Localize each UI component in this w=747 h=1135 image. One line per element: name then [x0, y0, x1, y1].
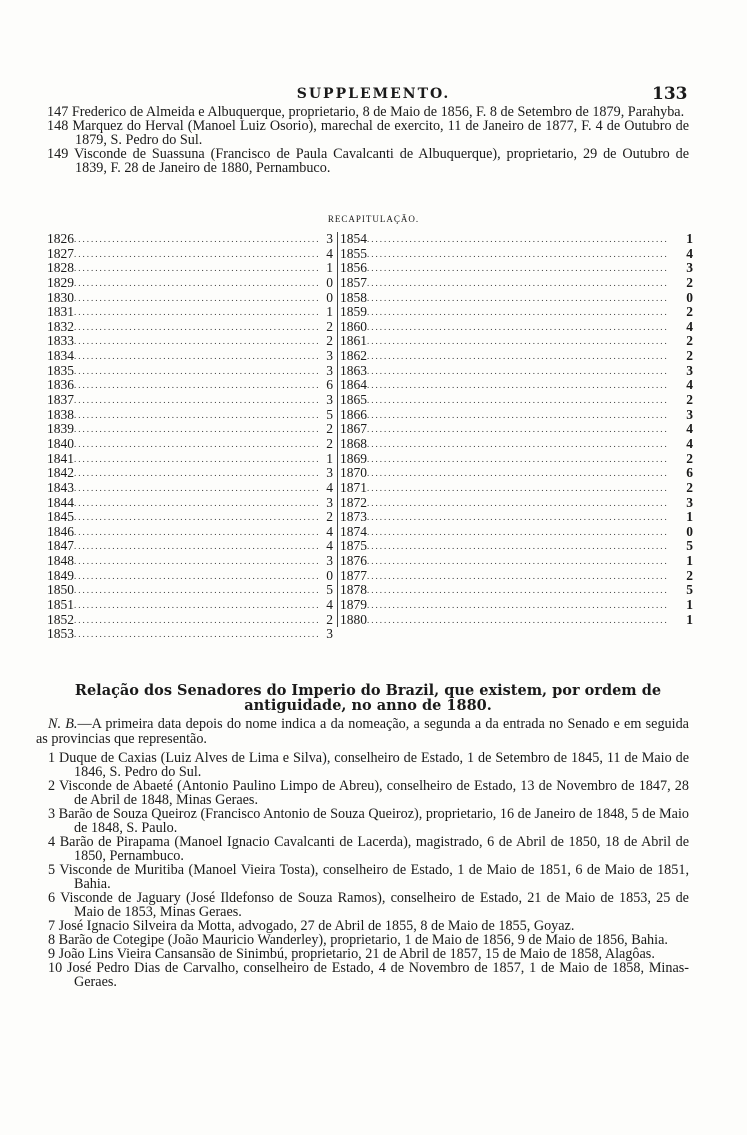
table-row: [47, 613, 333, 628]
year-cell: 1841: [47, 450, 74, 466]
count-cell: 3: [326, 553, 333, 569]
table-row: [340, 539, 693, 554]
entry-text: Visconde de Suassuna (Francisco de Paula Cavalcanti de Albuquerque), proprietario, 29 de Outubro de 1839, F. 28 de Janeiro de 1880, Pernambuco.: [73, 146, 689, 176]
dot-leader: [74, 408, 321, 423]
count-cell: 2: [326, 611, 333, 627]
entry-text: Visconde de Jaguary (José Ildefonso de Souza Ramos), conselheiro de Estado, 21 de Maio de 1853, 25 de Maio de 1853, Minas Geraes.: [60, 890, 689, 920]
year-cell: 1875: [340, 538, 367, 554]
count-cell: 2: [686, 450, 693, 466]
count-cell: 1: [686, 509, 693, 525]
count-cell: 3: [326, 626, 333, 642]
count-cell: 4: [686, 435, 693, 451]
count-cell: 0: [326, 289, 333, 305]
count-cell: 0: [686, 523, 693, 539]
count-cell: 5: [326, 406, 333, 422]
entry-text: João Lins Vieira Cansansão de Sinimbú, proprietario, 21 de Abril de 1857, 15 de Maio de 1858, Alagôas.: [58, 946, 655, 962]
year-cell: 1843: [47, 479, 74, 495]
recap-left-column: [47, 232, 333, 642]
table-row: [47, 247, 333, 262]
entry-text: Barão de Cotegipe (João Mauricio Wanderley), proprietario, 1 de Maio de 1856, 9 de Maio de 1856, Bahia.: [58, 932, 668, 948]
top-entries: [47, 105, 689, 175]
entry-text: Visconde de Abaeté (Antonio Paulino Limpo de Abreu), conselheiro de Estado, 13 de Novembro de 1847, 28 de Abril de 1848, Minas Geraes.: [59, 778, 689, 808]
table-row: [47, 525, 333, 540]
year-cell: 1862: [340, 348, 367, 364]
senator-list: [48, 751, 689, 989]
table-row: [340, 452, 693, 467]
count-cell: 1: [686, 597, 693, 613]
page-number: 133: [652, 84, 688, 104]
dot-leader: [367, 320, 669, 335]
year-cell: 1854: [340, 231, 367, 246]
dot-leader: [74, 422, 321, 437]
table-row: [47, 393, 333, 408]
note-label: N. B.: [48, 716, 78, 732]
year-cell: 1844: [47, 494, 74, 510]
count-cell: 3: [686, 494, 693, 510]
dot-leader: [74, 232, 321, 247]
count-cell: 4: [686, 377, 693, 393]
table-row: [47, 408, 333, 423]
dot-leader: [367, 232, 669, 247]
year-cell: 1842: [47, 465, 74, 481]
list-item: [48, 807, 689, 835]
year-cell: 1833: [47, 333, 74, 349]
count-cell: 2: [686, 274, 693, 290]
entry-text: Frederico de Almeida e Albuquerque, proprietario, 8 de Maio de 1856, F. 8 de Setembro de 1879, Parahyba.: [71, 104, 685, 120]
table-row: [47, 320, 333, 335]
table-row: [47, 291, 333, 306]
dot-leader: [367, 422, 669, 437]
year-cell: 1873: [340, 509, 367, 525]
entry-text: Barão de Pirapama (Manoel Ignacio Cavalcanti de Lacerda), magistrado, 6 de Abril de 1850, 18 de Abril de 1850, Pernambuco.: [59, 834, 689, 864]
table-row: [340, 232, 693, 247]
list-item: [48, 835, 689, 863]
dot-leader: [367, 334, 669, 349]
count-cell: 2: [686, 348, 693, 364]
dot-leader: [74, 613, 321, 628]
dot-leader: [74, 291, 321, 306]
dot-leader: [74, 496, 321, 511]
entry-text: Duque de Caxias (Luiz Alves de Lima e Silva), conselheiro de Estado, 1 de Setembro de 1845, 11 de Maio de 1846, S. Pedro do Sul.: [59, 750, 689, 780]
table-row: [47, 466, 333, 481]
table-row: [47, 378, 333, 393]
count-cell: 2: [326, 435, 333, 451]
count-cell: 1: [686, 611, 693, 627]
table-row: [340, 466, 693, 481]
dot-leader: [74, 437, 321, 452]
year-cell: 1858: [340, 289, 367, 305]
year-cell: 1846: [47, 523, 74, 539]
count-cell: 2: [326, 333, 333, 349]
table-row: [340, 510, 693, 525]
year-cell: 1870: [340, 465, 367, 481]
dot-leader: [367, 583, 669, 598]
table-row: [47, 510, 333, 525]
count-cell: 4: [686, 245, 693, 261]
count-cell: 0: [326, 274, 333, 290]
count-cell: 3: [686, 406, 693, 422]
count-cell: 3: [326, 348, 333, 364]
table-row: [47, 437, 333, 452]
dot-leader: [74, 525, 321, 540]
dot-leader: [74, 349, 321, 364]
dot-leader: [367, 408, 669, 423]
table-row: [47, 481, 333, 496]
dot-leader: [367, 349, 669, 364]
year-cell: 1866: [340, 406, 367, 422]
table-row: [340, 364, 693, 379]
table-row: [47, 452, 333, 467]
table-row: [340, 598, 693, 613]
dot-leader: [74, 305, 321, 320]
year-cell: 1840: [47, 435, 74, 451]
recap-right-column: [337, 232, 693, 627]
entry-number: 6: [48, 890, 56, 906]
dot-leader: [367, 364, 669, 379]
dot-leader: [74, 598, 321, 613]
year-cell: 1876: [340, 553, 367, 569]
count-cell: 4: [326, 523, 333, 539]
table-row: [47, 305, 333, 320]
count-cell: 2: [686, 392, 693, 408]
table-row: [47, 261, 333, 276]
table-row: [340, 378, 693, 393]
dot-leader: [367, 569, 669, 584]
table-row: [340, 525, 693, 540]
year-cell: 1831: [47, 304, 74, 320]
list-item: [48, 933, 689, 947]
count-cell: 2: [686, 567, 693, 583]
dot-leader: [367, 305, 669, 320]
table-row: [47, 539, 333, 554]
dot-leader: [74, 554, 321, 569]
count-cell: 3: [326, 465, 333, 481]
dot-leader: [74, 481, 321, 496]
entry-number: 148: [47, 118, 69, 134]
dot-leader: [367, 393, 669, 408]
entry-text: José Pedro Dias de Carvalho, conselheiro de Estado, 4 de Novembro de 1857, 1 de Maio de 1858, Minas-Geraes.: [66, 960, 690, 990]
year-cell: 1871: [340, 479, 367, 495]
table-row: [340, 437, 693, 452]
dot-leader: [74, 569, 321, 584]
count-cell: 2: [326, 509, 333, 525]
year-cell: 1835: [47, 362, 74, 378]
count-cell: 6: [686, 465, 693, 481]
table-row: [340, 291, 693, 306]
dot-leader: [367, 378, 669, 393]
count-cell: 1: [326, 450, 333, 466]
table-row: [340, 496, 693, 511]
dot-leader: [367, 452, 669, 467]
table-row: [47, 334, 333, 349]
list-item: [48, 863, 689, 891]
count-cell: 4: [326, 245, 333, 261]
entry-number: 1: [48, 750, 56, 766]
year-cell: 1838: [47, 406, 74, 422]
note: [36, 717, 689, 746]
year-cell: 1853: [47, 626, 74, 642]
dot-leader: [367, 613, 669, 628]
year-cell: 1861: [340, 333, 367, 349]
table-row: [340, 320, 693, 335]
year-cell: 1834: [47, 348, 74, 364]
list-item: [47, 105, 689, 119]
entry-number: 2: [48, 778, 56, 794]
table-row: [340, 408, 693, 423]
year-cell: 1851: [47, 597, 74, 613]
table-row: [47, 598, 333, 613]
dot-leader: [74, 261, 321, 276]
year-cell: 1874: [340, 523, 367, 539]
table-row: [340, 247, 693, 262]
dot-leader: [74, 378, 321, 393]
dot-leader: [367, 466, 669, 481]
entry-number: 9: [48, 946, 56, 962]
entry-text: Barão de Souza Queiroz (Francisco Antonio de Souza Queiroz), proprietario, 16 de Janeiro de 1848, 5 de Maio de 1848, S. Paulo.: [58, 806, 690, 836]
dot-leader: [74, 466, 321, 481]
entry-number: 149: [47, 146, 69, 162]
count-cell: 2: [326, 318, 333, 334]
count-cell: 5: [686, 582, 693, 598]
dot-leader: [74, 539, 321, 554]
entry-number: 4: [48, 834, 56, 850]
list-item: [48, 961, 689, 989]
count-cell: 6: [326, 377, 333, 393]
dot-leader: [74, 393, 321, 408]
year-cell: 1879: [340, 597, 367, 613]
entry-text: José Ignacio Silveira da Motta, advogado, 27 de Abril de 1855, 8 de Maio de 1855, Goyaz.: [58, 918, 575, 934]
table-row: [340, 305, 693, 320]
year-cell: 1837: [47, 392, 74, 408]
dot-leader: [74, 583, 321, 598]
list-item: [48, 751, 689, 779]
table-row: [340, 481, 693, 496]
table-row: [340, 422, 693, 437]
table-row: [47, 276, 333, 291]
count-cell: 0: [326, 567, 333, 583]
count-cell: 1: [686, 231, 693, 246]
list-item: [48, 947, 689, 961]
year-cell: 1860: [340, 318, 367, 334]
dot-leader: [367, 291, 669, 306]
count-cell: 3: [686, 260, 693, 276]
year-cell: 1827: [47, 245, 74, 261]
year-cell: 1880: [340, 611, 367, 627]
entry-number: 5: [48, 862, 56, 878]
dot-leader: [367, 247, 669, 262]
table-row: [340, 554, 693, 569]
dot-leader: [367, 554, 669, 569]
year-cell: 1848: [47, 553, 74, 569]
table-row: [340, 583, 693, 598]
year-cell: 1872: [340, 494, 367, 510]
table-row: [47, 569, 333, 584]
count-cell: 1: [326, 260, 333, 276]
year-cell: 1830: [47, 289, 74, 305]
dot-leader: [74, 276, 321, 291]
dot-leader: [367, 481, 669, 496]
year-cell: 1850: [47, 582, 74, 598]
year-cell: 1845: [47, 509, 74, 525]
count-cell: 3: [326, 231, 333, 246]
table-row: [47, 422, 333, 437]
count-cell: 5: [686, 538, 693, 554]
table-row: [340, 334, 693, 349]
table-row: [340, 613, 693, 628]
dot-leader: [367, 276, 669, 291]
entry-number: 7: [48, 918, 56, 934]
year-cell: 1852: [47, 611, 74, 627]
year-cell: 1836: [47, 377, 74, 393]
dot-leader: [74, 510, 321, 525]
list-item: [47, 147, 689, 175]
table-row: [47, 496, 333, 511]
year-cell: 1856: [340, 260, 367, 276]
year-cell: 1877: [340, 567, 367, 583]
count-cell: 4: [326, 597, 333, 613]
count-cell: 2: [686, 304, 693, 320]
table-row: [47, 554, 333, 569]
year-cell: 1849: [47, 567, 74, 583]
count-cell: 3: [686, 362, 693, 378]
count-cell: 4: [686, 318, 693, 334]
dot-leader: [74, 364, 321, 379]
table-row: [340, 261, 693, 276]
year-cell: 1878: [340, 582, 367, 598]
section-heading: Relação dos Senadores do Imperio do Brazil, que existem, por ordem de antiguidade, no anno de 1880.: [74, 682, 662, 714]
year-cell: 1826: [47, 231, 74, 246]
count-cell: 3: [326, 362, 333, 378]
year-cell: 1829: [47, 274, 74, 290]
list-item: [48, 919, 689, 933]
count-cell: 2: [686, 479, 693, 495]
entry-number: 147: [47, 104, 69, 120]
list-item: [47, 119, 689, 147]
count-cell: 4: [326, 479, 333, 495]
count-cell: 3: [326, 494, 333, 510]
count-cell: 2: [686, 333, 693, 349]
dot-leader: [367, 525, 669, 540]
entry-text: Visconde de Muritiba (Manoel Vieira Tosta), conselheiro de Estado, 1 de Maio de 1851, 6 de Maio de 1851, Bahia.: [59, 862, 689, 892]
count-cell: 2: [326, 421, 333, 437]
table-row: [47, 349, 333, 364]
year-cell: 1865: [340, 392, 367, 408]
dot-leader: [74, 334, 321, 349]
year-cell: 1864: [340, 377, 367, 393]
dot-leader: [74, 320, 321, 335]
entry-number: 10: [48, 960, 63, 976]
year-cell: 1868: [340, 435, 367, 451]
year-cell: 1847: [47, 538, 74, 554]
count-cell: 1: [326, 304, 333, 320]
note-text: —A primeira data depois do nome indica a da nomeação, a segunda a da entrada no Senado e em seguida as provincias que representão.: [36, 716, 689, 747]
dot-leader: [367, 539, 669, 554]
entry-number: 3: [48, 806, 56, 822]
dot-leader: [74, 247, 321, 262]
dot-leader: [367, 437, 669, 452]
dot-leader: [367, 510, 669, 525]
year-cell: 1857: [340, 274, 367, 290]
dot-leader: [367, 496, 669, 511]
year-cell: 1859: [340, 304, 367, 320]
recap-title: RECAPITULAÇÃO.: [327, 214, 420, 224]
table-row: [340, 276, 693, 291]
year-cell: 1863: [340, 362, 367, 378]
entry-text: Marquez do Herval (Manoel Luiz Osorio), marechal de exercito, 11 de Janeiro de 1877, F. 4 de Outubro de 1879, S. Pedro do Sul.: [72, 118, 689, 148]
table-row: [47, 232, 333, 247]
dot-leader: [367, 598, 669, 613]
table-row: [340, 393, 693, 408]
year-cell: 1869: [340, 450, 367, 466]
count-cell: 1: [686, 553, 693, 569]
count-cell: 0: [686, 289, 693, 305]
list-item: [48, 891, 689, 919]
table-row: [47, 583, 333, 598]
count-cell: 4: [326, 538, 333, 554]
table-row: [340, 349, 693, 364]
dot-leader: [74, 627, 321, 642]
table-row: [47, 627, 333, 642]
entry-number: 8: [48, 932, 56, 948]
year-cell: 1828: [47, 260, 74, 276]
list-item: [48, 779, 689, 807]
year-cell: 1855: [340, 245, 367, 261]
table-row: [340, 569, 693, 584]
count-cell: 3: [326, 392, 333, 408]
count-cell: 4: [686, 421, 693, 437]
running-title: SUPPLEMENTO.: [296, 86, 451, 102]
dot-leader: [74, 452, 321, 467]
year-cell: 1867: [340, 421, 367, 437]
year-cell: 1832: [47, 318, 74, 334]
count-cell: 5: [326, 582, 333, 598]
dot-leader: [367, 261, 669, 276]
table-row: [47, 364, 333, 379]
year-cell: 1839: [47, 421, 74, 437]
